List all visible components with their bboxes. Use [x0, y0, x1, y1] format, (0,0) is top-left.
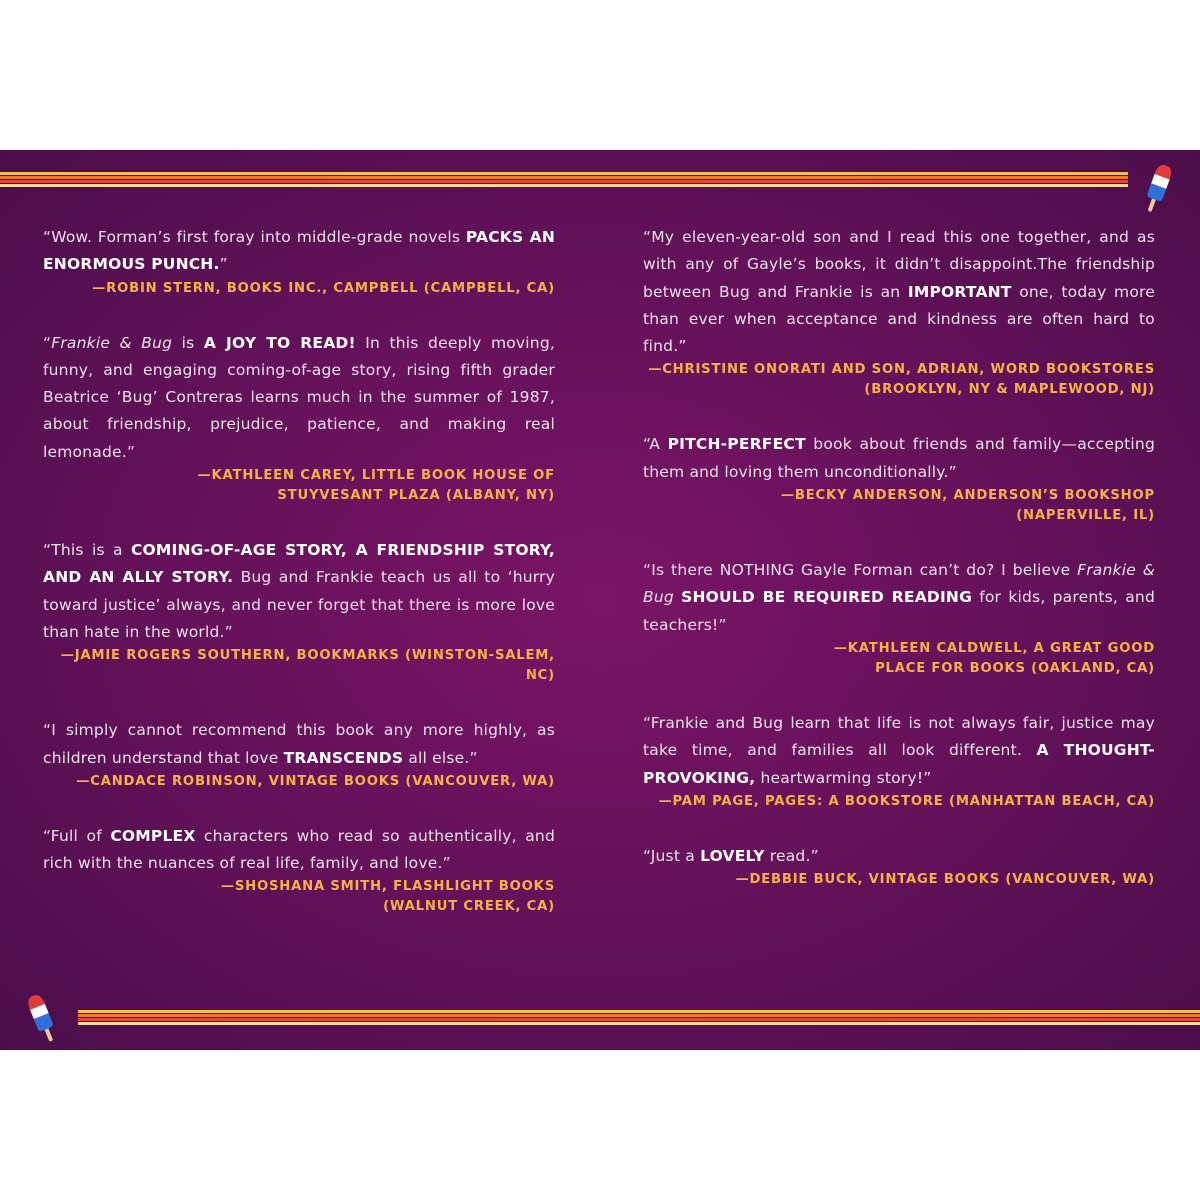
book-title-italic: Frankie & Bug [51, 333, 173, 352]
review-quote [43, 224, 555, 279]
review-blurb [43, 537, 555, 686]
review-blurb [43, 224, 555, 299]
review-attribution: —BECKY ANDERSON, ANDERSON’S BOOKSHOP (NAPERVILLE, IL) [780, 488, 1155, 524]
review-attribution: —CHRISTINE ONORATI AND SON, ADRIAN, WORD BOOKSTORES (BROOKLYN, NY & MAPLEWOOD, NJ) [648, 362, 1155, 398]
review-attribution: —CANDACE ROBINSON, VINTAGE BOOKS (VANCOUVER, WA) [76, 773, 555, 789]
review-quote [643, 557, 1155, 639]
review-blurb [643, 557, 1155, 679]
review-quote [643, 843, 1155, 870]
review-attribution: —DEBBIE BUCK, VINTAGE BOOKS (VANCOUVER, WA) [735, 872, 1155, 888]
top-stripe-divider [0, 172, 1128, 188]
review-attribution: —KATHLEEN CALDWELL, A GREAT GOOD PLACE FOR BOOKS (OAKLAND, CA) [833, 640, 1155, 676]
quote-text: is [172, 333, 204, 352]
review-blurb [643, 710, 1155, 812]
review-attribution: —ROBIN STERN, BOOKS INC., CAMPBELL (CAMPBELL, CA) [92, 280, 555, 296]
review-blurb [643, 224, 1155, 400]
review-blurb [643, 431, 1155, 526]
quote-text: characters who read so authentically, and rich with the nuances of real life, family, and love.” [43, 826, 555, 873]
review-quote [43, 330, 555, 466]
review-quote [643, 710, 1155, 792]
quote-text: “I simply cannot recommend this book any more highly, as children understand that love [43, 721, 555, 767]
emphasis-text: SHOULD BE REQUIRED READING [681, 588, 973, 607]
review-attribution: —SHOSHANA SMITH, FLASHLIGHT BOOKS (WALNUT CREEK, CA) [220, 879, 555, 915]
quote-text: “Wow. Forman’s first foray into middle-grade novels [43, 228, 466, 246]
emphasis-text: A JOY TO READ! [203, 333, 356, 352]
quote-text: ” [219, 255, 228, 274]
review-attribution: —JAMIE ROGERS SOUTHERN, BOOKMARKS (WINSTON-SALEM, NC) [60, 648, 555, 684]
quote-text: “Just a [643, 846, 701, 865]
review-blurb [643, 843, 1155, 890]
emphasis-text: COMPLEX [110, 826, 196, 845]
review-attribution: —PAM PAGE, PAGES: A BOOKSTORE (MANHATTAN BEACH, CA) [658, 793, 1155, 809]
quote-text: “My eleven-year-old son and I read this one together, and as with any of Gayle’s books, it didn’t disappoint.The friendship between Bug and Frankie is an [643, 228, 1155, 301]
emphasis-text: A THOUGHT-PROVOKING, [643, 741, 1155, 787]
book-spread [0, 150, 1200, 1050]
quote-text: read.” [764, 846, 819, 865]
emphasis-text: IMPORTANT [907, 282, 1012, 301]
quote-text: all else.” [403, 748, 478, 767]
bottom-stripe-divider [78, 1010, 1200, 1026]
review-quote [643, 431, 1155, 486]
review-quote [43, 823, 555, 878]
review-attribution: —KATHLEEN CAREY, LITTLE BOOK HOUSE OF STUYVESANT PLAZA (ALBANY, NY) [197, 468, 555, 504]
quote-text: heartwarming story!” [755, 768, 932, 787]
emphasis-text: TRANSCENDS [283, 748, 404, 767]
quote-text: one, today more than ever when acceptance and kindness are often hard to find.” [643, 282, 1155, 356]
quote-text: for kids, parents, and teachers!” [643, 588, 1155, 634]
quote-text: book about friends and family—accepting them and loving them unconditionally.” [643, 435, 1155, 481]
quote-text: “ [43, 333, 52, 352]
review-blurb [43, 717, 555, 792]
review-blurb [43, 823, 555, 918]
quote-text: In this deeply moving, funny, and engaging coming-of-age story, rising fifth grader Beatrice ‘Bug’ Contreras learns much in the summer of 1987, about friendship, prejudice, patience, and making real lemonade.” [43, 333, 556, 461]
quote-text: “Frankie and Bug learn that life is not always fair, justice may take time, and families all look different. [643, 713, 1155, 760]
emphasis-text: LOVELY [700, 846, 765, 865]
quote-text: “Is there NOTHING Gayle Forman can’t do? I believe [643, 561, 1078, 580]
review-blurb [43, 330, 555, 506]
popsicle-icon [1138, 159, 1178, 216]
popsicle-icon [21, 989, 63, 1046]
quote-text: “A [643, 435, 668, 454]
emphasis-text: PACKS AN ENORMOUS PUNCH. [43, 228, 555, 274]
quote-text: Bug and Frankie teach us all to ‘hurry toward justice’ always, and never forget that there is more love than hate in the world.” [43, 568, 555, 641]
review-quote [643, 224, 1155, 360]
quote-text: “Full of [43, 826, 111, 845]
review-quote [43, 717, 555, 772]
review-quote [43, 537, 555, 646]
left-column [43, 224, 555, 948]
quote-text: “This is a [43, 541, 131, 560]
emphasis-text: PITCH-PERFECT [667, 435, 806, 454]
book-title-italic: Frankie & Bug [643, 561, 1155, 607]
emphasis-text: COMING-OF-AGE STORY, A FRIENDSHIP STORY, AND AN ALLY STORY. [43, 541, 555, 587]
right-column [643, 224, 1155, 921]
